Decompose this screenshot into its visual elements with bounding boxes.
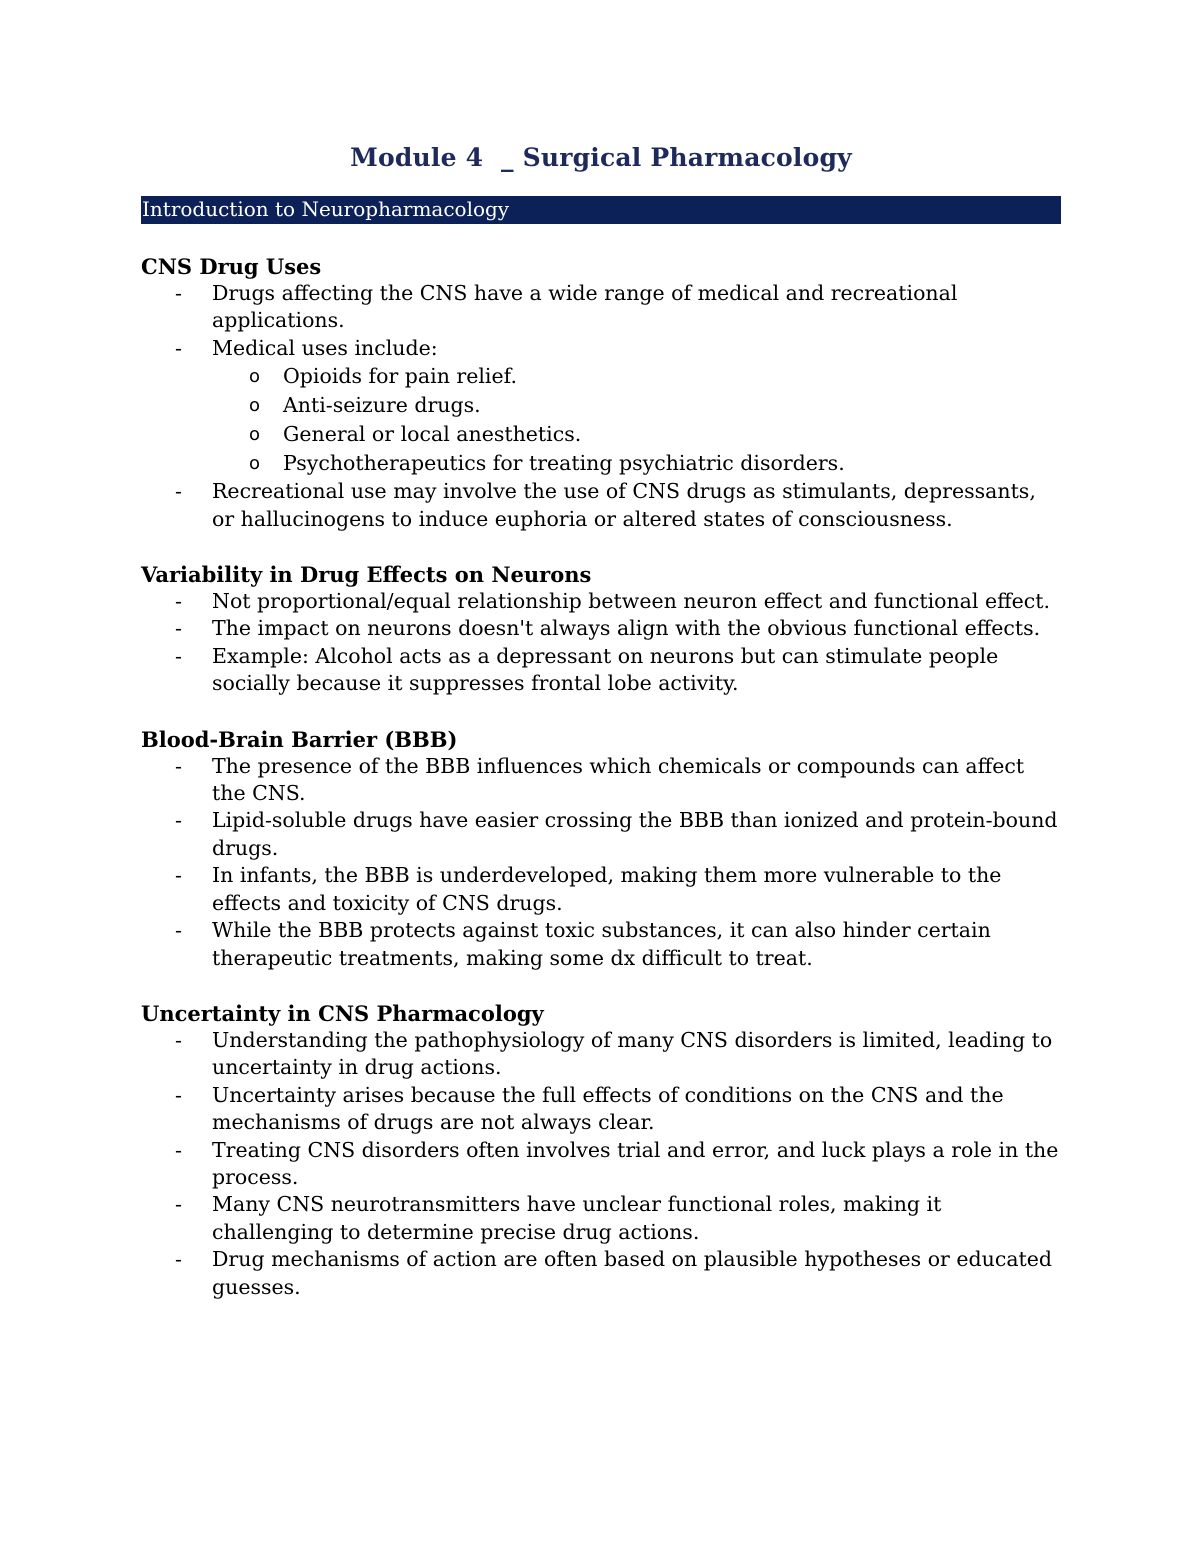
list-item bbox=[141, 862, 1061, 917]
list-item-text: Many CNS neurotransmitters have unclear functional roles, making it challenging to determine precise drug actions. bbox=[212, 1192, 942, 1244]
section-bbb bbox=[141, 726, 1061, 972]
circle-bullet-icon: o bbox=[249, 453, 261, 475]
list-item-text: Understanding the pathophysiology of many CNS disorders is limited, leading to uncertainty in drug actions. bbox=[212, 1027, 1053, 1080]
list-item bbox=[141, 643, 1061, 698]
list-item bbox=[141, 807, 1061, 862]
sub-list-item bbox=[141, 449, 1061, 478]
list-item bbox=[141, 478, 1061, 533]
sub-list-item bbox=[141, 362, 1061, 391]
dash-bullet-icon: - bbox=[175, 643, 182, 668]
list-item bbox=[141, 1191, 1061, 1246]
dash-bullet-icon: - bbox=[175, 1247, 182, 1272]
list-item-text: Recreational use may involve the use of CNS drugs as stimulants, depressants, or hallucinogens to induce euphoria or altered states of consciousness. bbox=[212, 479, 1036, 531]
list-item-text: While the BBB protects against toxic substances, it can also hinder certain therapeutic treatments, making some dx difficult to treat. bbox=[212, 918, 991, 970]
section-heading: CNS Drug Uses bbox=[141, 254, 322, 279]
dash-bullet-icon: - bbox=[175, 863, 182, 888]
list-item-text: Medical uses include: bbox=[212, 335, 438, 360]
dash-bullet-icon: - bbox=[175, 753, 182, 778]
list-item bbox=[141, 615, 1061, 642]
list-item bbox=[141, 753, 1061, 808]
bullet-list bbox=[141, 1027, 1061, 1301]
sub-list-item-text: Anti-seizure drugs. bbox=[283, 393, 481, 418]
document-title: Module 4 _ Surgical Pharmacology bbox=[350, 143, 852, 172]
sub-bullet-list bbox=[141, 362, 1061, 478]
section-uncertainty bbox=[141, 1000, 1061, 1301]
list-item bbox=[141, 917, 1061, 972]
dash-bullet-icon: - bbox=[175, 1082, 182, 1107]
dash-bullet-icon: - bbox=[175, 589, 182, 614]
list-item-text: Drug mechanisms of action are often based on plausible hypotheses or educated guesses. bbox=[212, 1247, 1053, 1299]
list-item-text: The presence of the BBB influences which chemicals or compounds can affect the CNS. bbox=[212, 753, 1025, 806]
sub-list-item-text: Psychotherapeutics for treating psychiatric disorders. bbox=[283, 451, 845, 476]
dash-bullet-icon: - bbox=[175, 1192, 182, 1217]
section-banner: Introduction to Neuropharmacology bbox=[141, 196, 1061, 224]
circle-bullet-icon: o bbox=[249, 395, 261, 417]
list-item-text: Treating CNS disorders often involves trial and error, and luck plays a role in the process. bbox=[212, 1137, 1059, 1189]
list-item-text: In infants, the BBB is underdeveloped, making them more vulnerable to the effects and toxicity of CNS drugs. bbox=[212, 863, 1002, 915]
bullet-list bbox=[141, 280, 1061, 533]
dash-bullet-icon: - bbox=[175, 479, 182, 504]
list-item-text: Not proportional/equal relationship between neuron effect and functional effect. bbox=[212, 589, 1051, 614]
dash-bullet-icon: - bbox=[175, 808, 182, 833]
document-page bbox=[141, 138, 1061, 1329]
list-item bbox=[141, 1246, 1061, 1301]
sub-list-item bbox=[141, 420, 1061, 449]
sub-list-item-text: General or local anesthetics. bbox=[283, 422, 582, 447]
list-item-text: Uncertainty arises because the full effects of conditions on the CNS and the mechanisms of drugs are not always clear. bbox=[212, 1082, 1004, 1135]
circle-bullet-icon: o bbox=[249, 424, 261, 446]
section-cns-drug-uses bbox=[141, 253, 1061, 533]
circle-bullet-icon: o bbox=[249, 366, 261, 388]
sub-list-item-text: Opioids for pain relief. bbox=[283, 364, 517, 389]
dash-bullet-icon: - bbox=[175, 616, 182, 641]
dash-bullet-icon: - bbox=[175, 918, 182, 943]
dash-bullet-icon: - bbox=[175, 281, 182, 305]
list-item bbox=[141, 1082, 1061, 1137]
list-item-text: Example: Alcohol acts as a depressant on neurons but can stimulate people socially because it suppresses frontal lobe activity. bbox=[212, 643, 999, 696]
list-item bbox=[141, 1027, 1061, 1082]
section-heading: Variability in Drug Effects on Neurons bbox=[141, 562, 592, 588]
list-item-text: The impact on neurons doesn't always align with the obvious functional effects. bbox=[212, 616, 1041, 641]
sub-list-item bbox=[141, 391, 1061, 420]
section-variability bbox=[141, 561, 1061, 698]
dash-bullet-icon: - bbox=[175, 335, 182, 360]
dash-bullet-icon: - bbox=[175, 1137, 182, 1162]
list-item bbox=[141, 335, 1061, 478]
list-item bbox=[141, 1137, 1061, 1192]
bullet-list bbox=[141, 588, 1061, 698]
list-item-text: Lipid-soluble drugs have easier crossing the BBB than ionized and protein-bound drugs. bbox=[212, 808, 1058, 860]
dash-bullet-icon: - bbox=[175, 1027, 182, 1052]
bullet-list bbox=[141, 753, 1061, 972]
section-heading: Blood-Brain Barrier (BBB) bbox=[141, 726, 458, 752]
list-item bbox=[141, 280, 1061, 335]
list-item-text: Drugs affecting the CNS have a wide range of medical and recreational applications. bbox=[212, 281, 958, 333]
section-heading: Uncertainty in CNS Pharmacology bbox=[141, 1000, 544, 1026]
list-item bbox=[141, 588, 1061, 615]
